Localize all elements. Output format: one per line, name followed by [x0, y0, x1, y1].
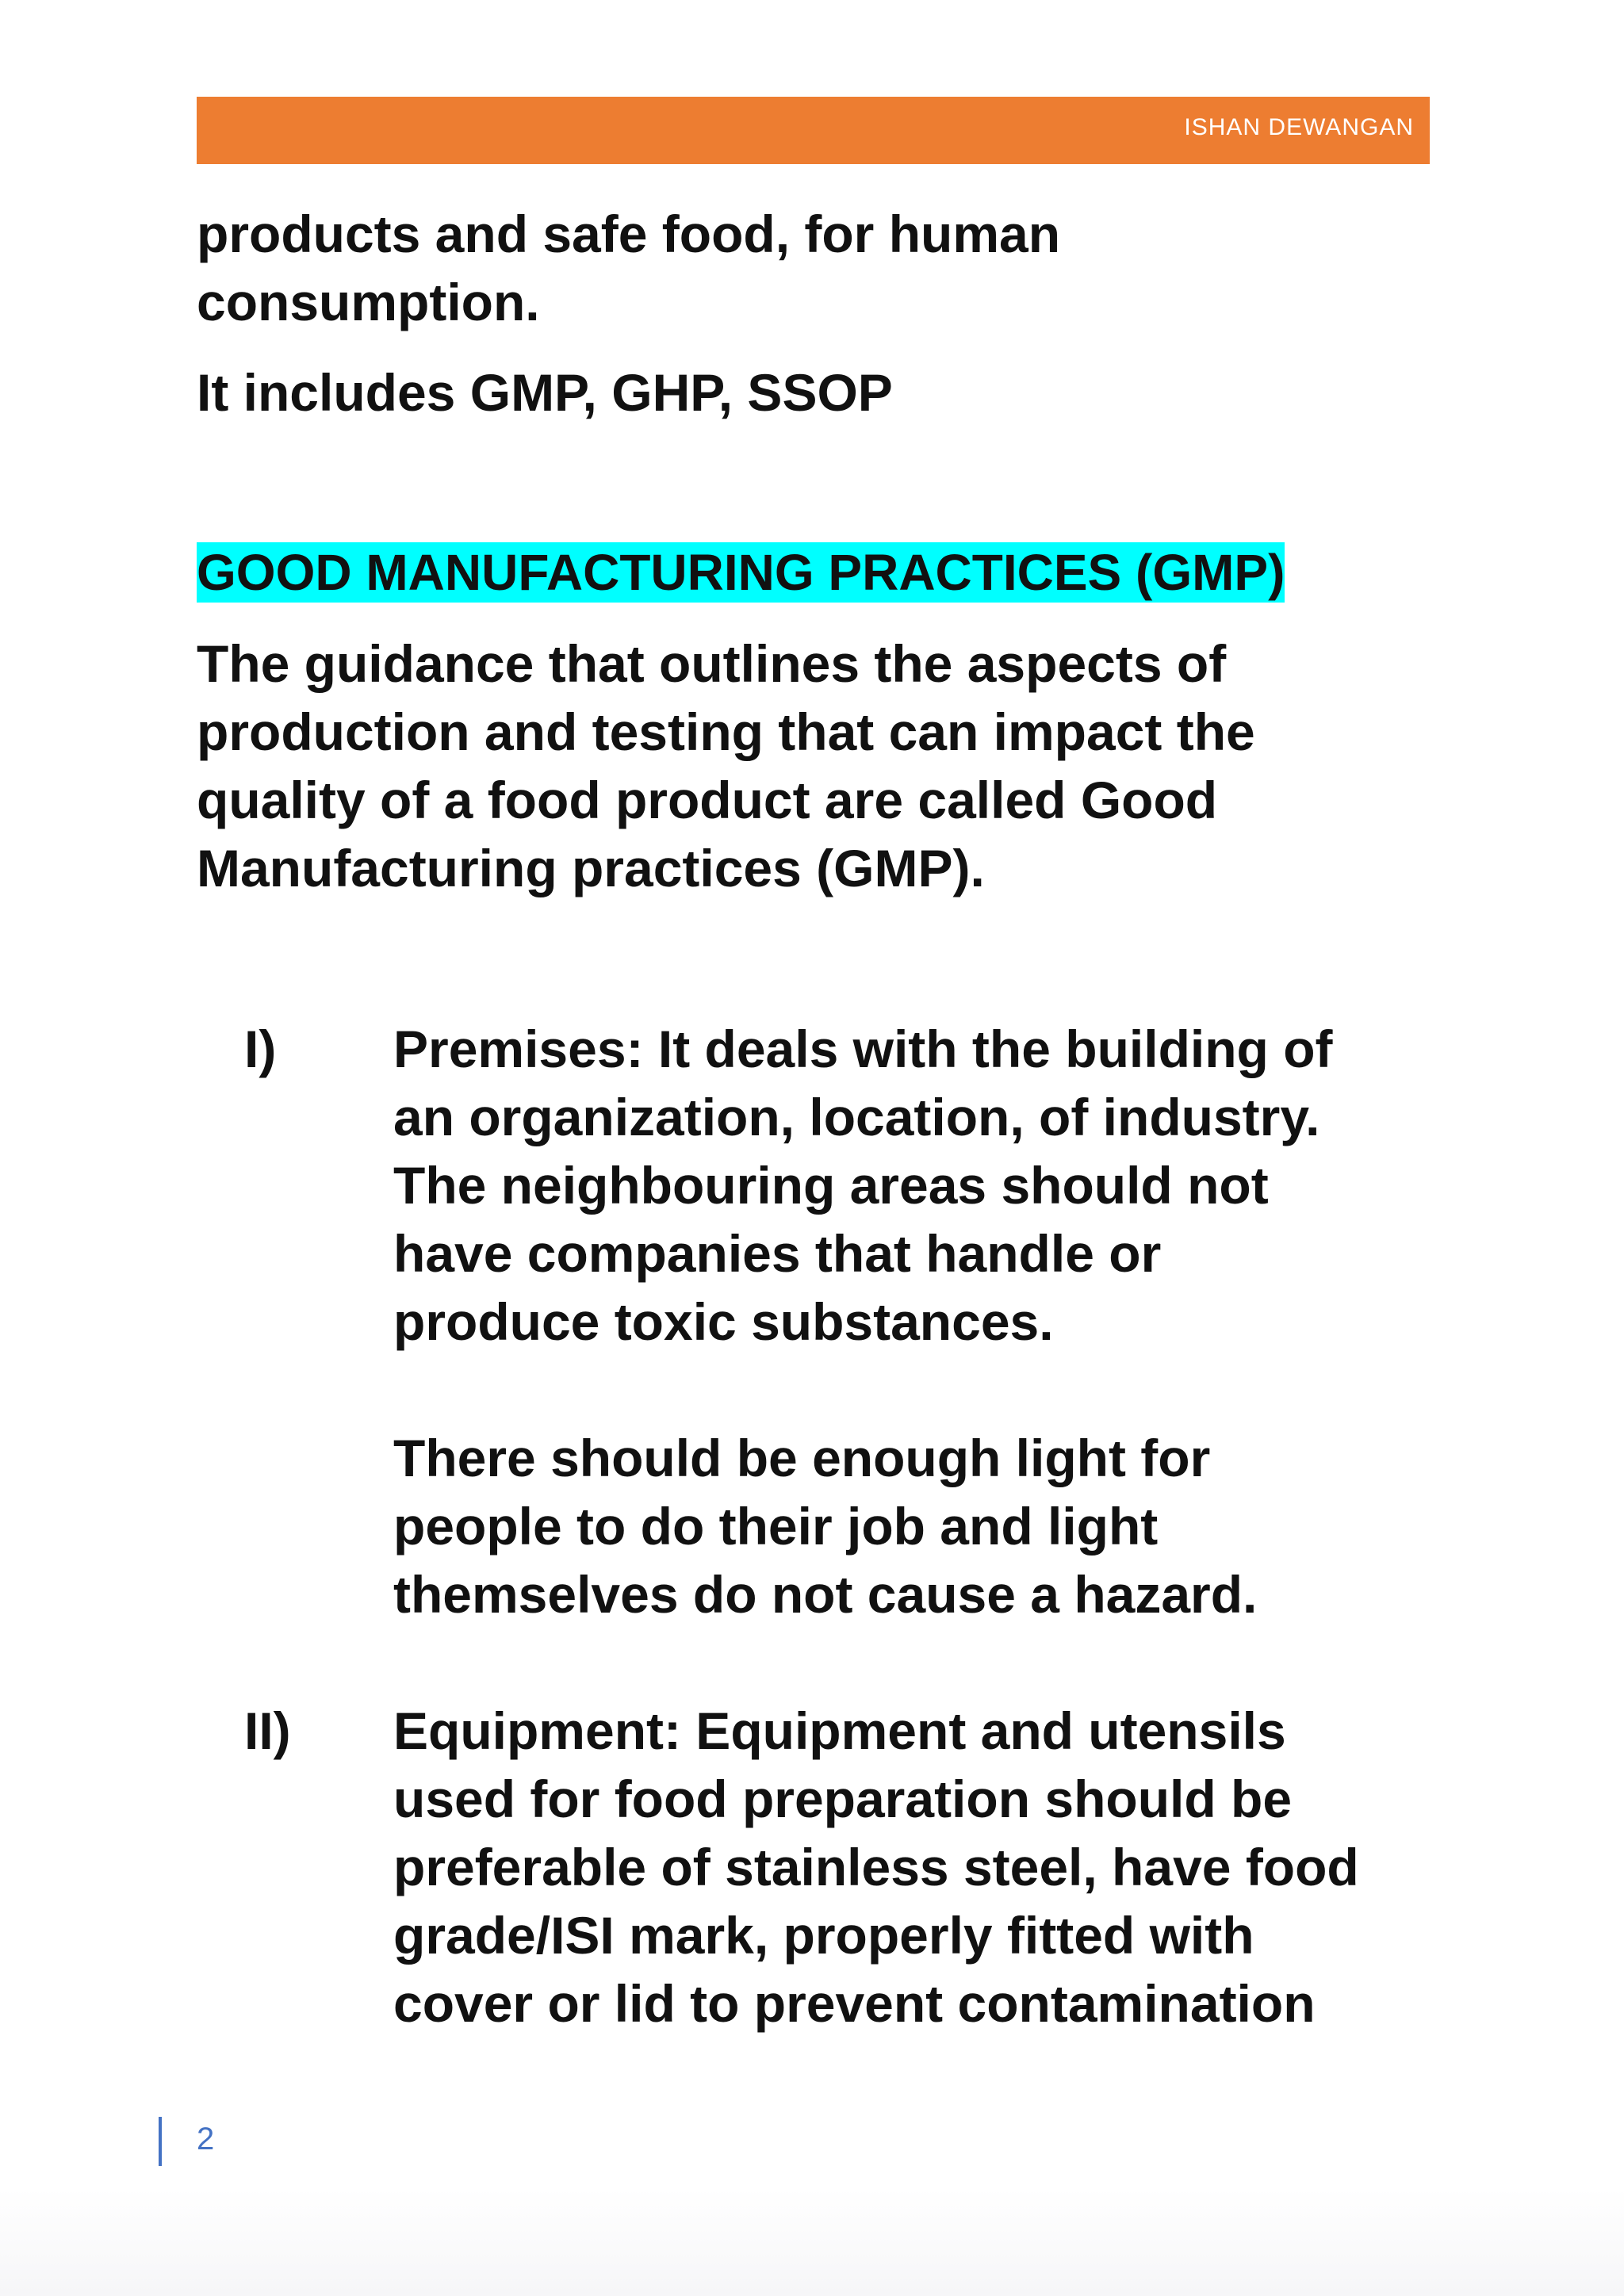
section-heading-gmp: GOOD MANUFACTURING PRACTICES (GMP): [197, 544, 1285, 601]
intro-line-1: products and safe food, for human: [197, 205, 1061, 263]
list-text-line: have companies that handle or: [393, 1224, 1162, 1283]
list-text-line: There should be enough light for: [393, 1429, 1211, 1487]
list-item-body: [393, 1697, 1448, 2038]
list-marker: II): [244, 1701, 291, 1760]
header-author-name: ISHAN DEWANGAN: [1184, 114, 1414, 140]
intro-line-2: consumption.: [197, 273, 540, 331]
list-text-line: grade/ISI mark, properly fitted with: [393, 1906, 1254, 1965]
list-marker: I): [244, 1020, 277, 1078]
page-header-bar: [197, 97, 1430, 164]
list-text-line: cover or lid to prevent contamination: [393, 1974, 1316, 2033]
definition-line: Manufacturing practices (GMP).: [197, 839, 985, 897]
list-text-line: used for food preparation should be: [393, 1770, 1293, 1828]
list-text-line: an organization, location, of industry.: [393, 1088, 1320, 1146]
page-number: 2: [197, 2122, 215, 2156]
page-number-rule: [159, 2117, 162, 2166]
paragraph-gap: [393, 1356, 1448, 1424]
list-text-line: people to do their job and light: [393, 1497, 1159, 1556]
list-text-line: Premises: It deals with the building of: [393, 1020, 1333, 1078]
page-footer-background: [0, 2188, 1624, 2296]
list-text-line: The neighbouring areas should not: [393, 1156, 1269, 1215]
list-item-body: [393, 1015, 1448, 1628]
intro-includes: It includes GMP, GHP, SSOP: [197, 363, 893, 422]
list-text-line: produce toxic substances.: [393, 1292, 1054, 1351]
definition-line: production and testing that can impact the: [197, 702, 1255, 761]
definition-line: The guidance that outlines the aspects of: [197, 634, 1227, 693]
list-text-line: Equipment: Equipment and utensils: [393, 1701, 1286, 1760]
definition-line: quality of a food product are called Good: [197, 771, 1218, 829]
list-text-line: preferable of stainless steel, have food: [393, 1838, 1359, 1896]
list-text-line: themselves do not cause a hazard.: [393, 1565, 1258, 1624]
